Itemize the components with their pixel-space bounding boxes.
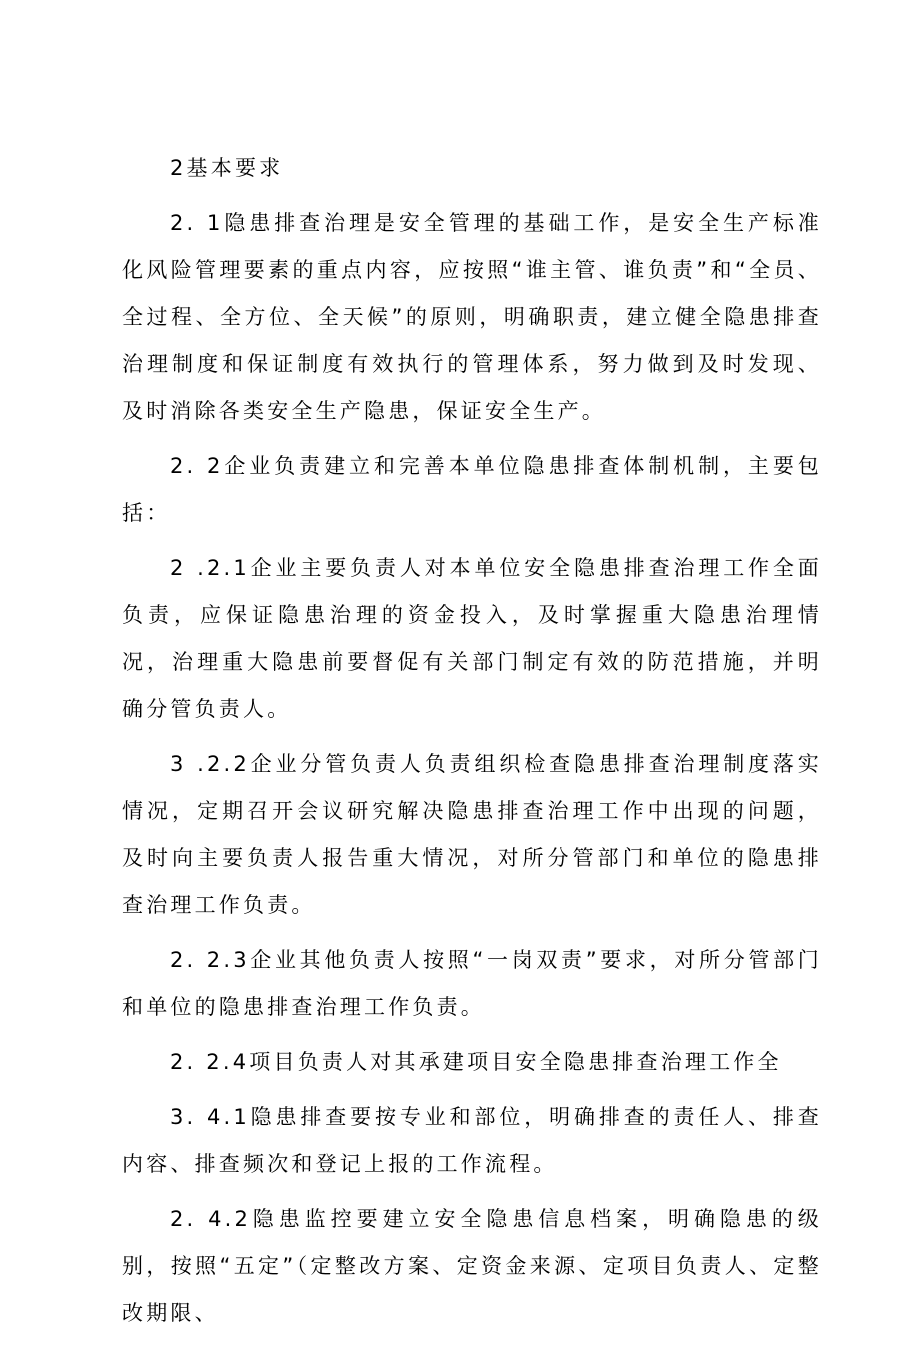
paragraph-3-2-2: 3 .2.2企业分管负责人负责组织检查隐患排查治理制度落实情况，定期召开会议研究解决隐患排查治理工作中出现的问题，及时向主要负责人报告重大情况，对所分管部门和单位的隐患排查治理工作负责。: [122, 752, 822, 917]
paragraph-2-2-1: 2 .2.1企业主要负责人对本单位安全隐患排查治理工作全面负责，应保证隐患治理的资金投入，及时掌握重大隐患治理情况，治理重大隐患前要督促有关部门制定有效的防范措施，并明确分管负责人。: [122, 556, 822, 721]
paragraph-2-1: 2. 1隐患排查治理是安全管理的基础工作，是安全生产标准化风险管理要素的重点内容，应按照“谁主管、谁负责”和“全员、全过程、全方位、全天候”的原则，明确职责，建立健全隐患排查治理制度和保证制度有效执行的管理体系，努力做到及时发现、及时消除各类安全生产隐患，保证安全生产。: [122, 211, 822, 423]
paragraph-2-2-4: 2. 2.4项目负责人对其承建项目安全隐患排查治理工作全: [170, 1050, 782, 1074]
document-body: [122, 145, 822, 1345]
paragraph-2-2: 2. 2企业负责建立和完善本单位隐患排查体制机制，主要包括：: [122, 454, 822, 525]
paragraph-3-4-1: 3. 4.1隐患排查要按专业和部位，明确排查的责任人、排查内容、排查频次和登记上报的工作流程。: [122, 1105, 822, 1176]
section-heading: 2基本要求: [170, 156, 284, 180]
paragraph-2-2-3: 2. 2.3企业其他负责人按照“一岗双责”要求，对所分管部门和单位的隐患排查治理工作负责。: [122, 948, 822, 1019]
paragraph-2-4-2: 2. 4.2隐患监控要建立安全隐患信息档案，明确隐患的级别，按照“五定”（定整改方案、定资金来源、定项目负责人、定整改期限、: [122, 1207, 822, 1325]
